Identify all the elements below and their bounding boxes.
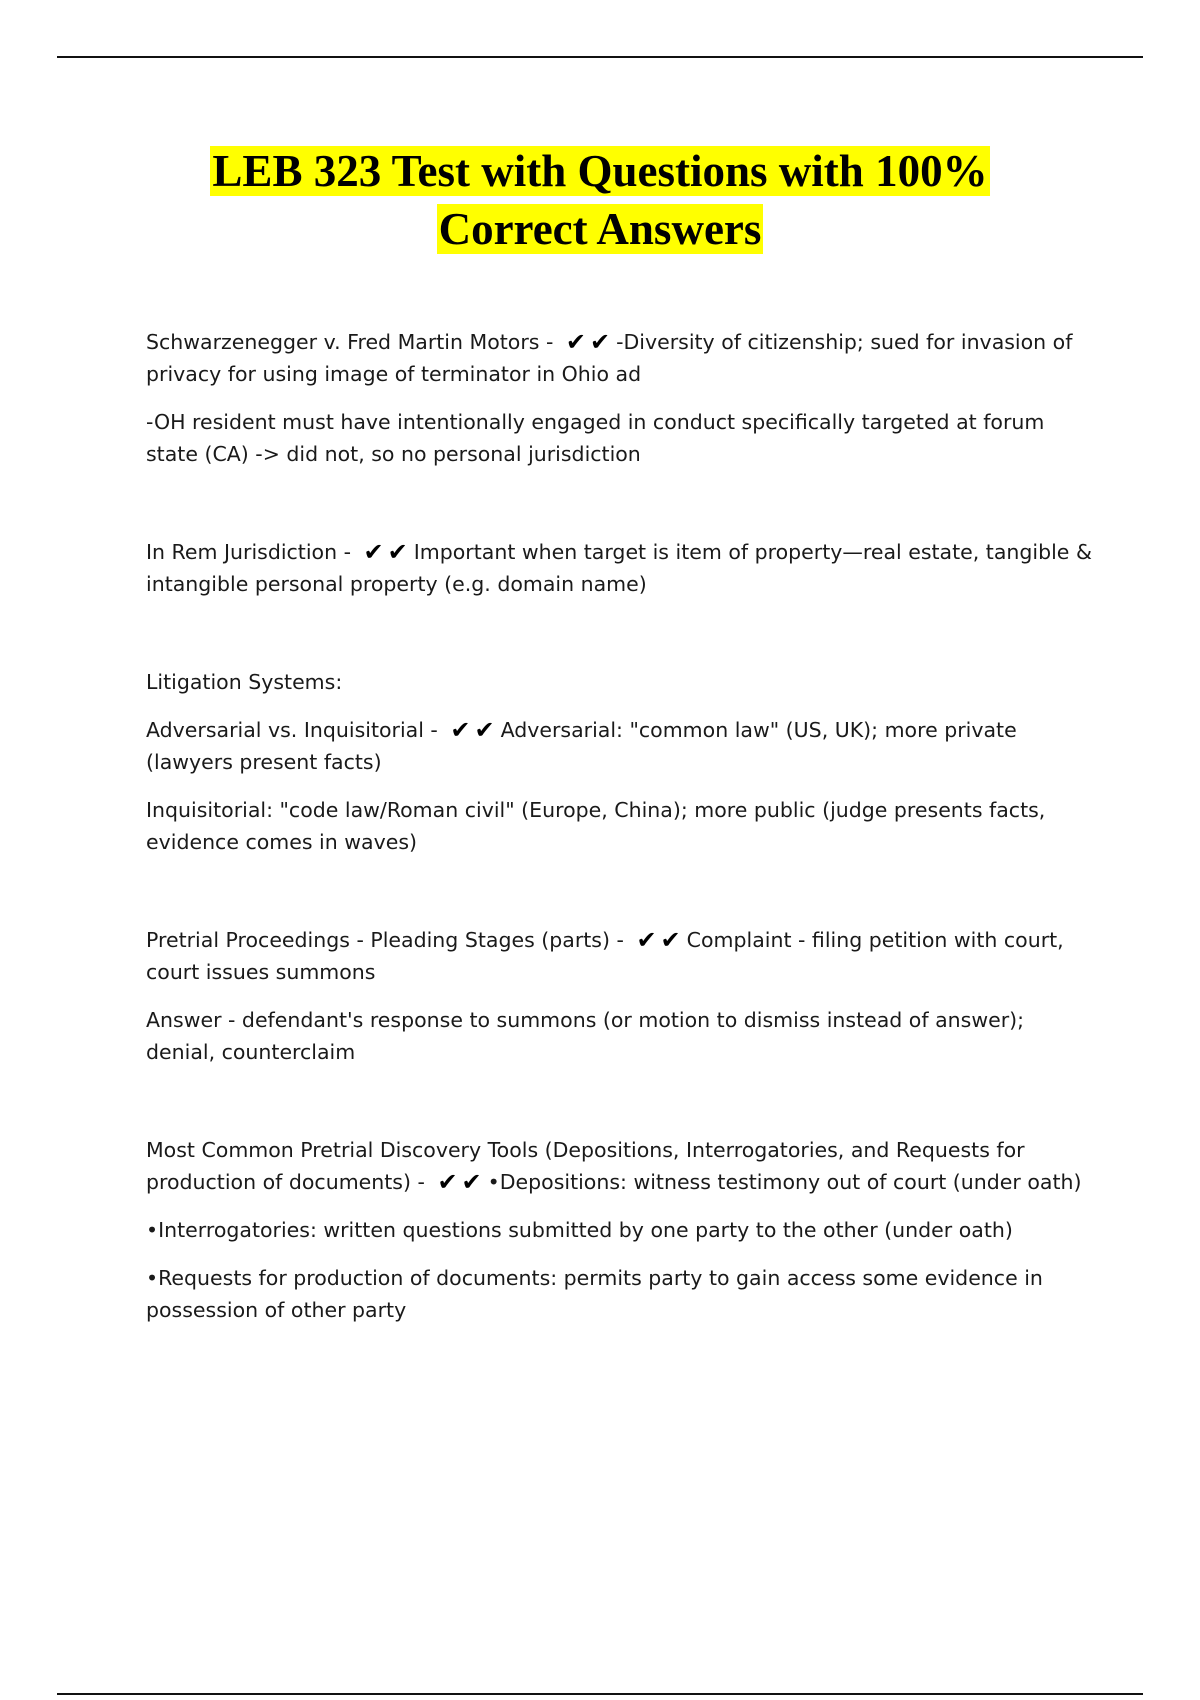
answer-text: •Depositions: witness testimony out of court (under oath)	[487, 1170, 1082, 1194]
top-rule	[57, 56, 1143, 58]
question-term: Pretrial Proceedings - Pleading Stages (parts) -	[146, 928, 624, 952]
spacer	[146, 486, 1096, 536]
question-term: In Rem Jurisdiction -	[146, 540, 351, 564]
question-term: Adversarial vs. Inquisitorial -	[146, 718, 438, 742]
title-line-1: LEB 323 Test with Questions with 100%	[212, 146, 988, 196]
question-term: Most Common Pretrial Discovery Tools (Depositions, Interrogatories, and Requests for production of documents) -	[146, 1138, 1025, 1194]
spacer	[146, 1084, 1096, 1134]
bottom-rule	[57, 1693, 1143, 1695]
answer-continuation: •Interrogatories: written questions submitted by one party to the other (under oath)	[146, 1218, 1013, 1242]
answer-text: -Diversity of citizenship; sued for invasion of privacy for using image of terminator in Ohio ad	[146, 330, 1073, 386]
qa-entry	[146, 536, 1096, 600]
answer-continuation: •Requests for production of documents: permits party to gain access some evidence in possession of other party	[146, 1266, 1043, 1322]
qa-entry	[146, 924, 1096, 1068]
spacer	[146, 874, 1096, 924]
qa-content	[146, 326, 1096, 1342]
double-check-icon: ✔✔	[437, 1168, 486, 1196]
qa-entry	[146, 1134, 1096, 1326]
answer-text: Important when target is item of property—real estate, tangible & intangible personal property (e.g. domain name)	[146, 540, 1092, 596]
question-line	[146, 326, 1096, 390]
question-line	[146, 924, 1096, 988]
answer-text: Complaint - filing petition with court, court issues summons	[146, 928, 1064, 984]
double-check-icon: ✔✔	[636, 926, 685, 954]
question-line	[146, 714, 1096, 778]
qa-entry	[146, 666, 1096, 858]
qa-entry	[146, 326, 1096, 470]
answer-text: Adversarial: "common law" (US, UK); more private (lawyers present facts)	[146, 718, 1017, 774]
question-term: Schwarzenegger v. Fred Martin Motors -	[146, 330, 554, 354]
answer-continuation: -OH resident must have intentionally engaged in conduct specifically targeted at forum state (CA) -> did not, so no personal jurisdiction	[146, 410, 1045, 466]
spacer	[146, 616, 1096, 666]
question-line	[146, 536, 1096, 600]
double-check-icon: ✔✔	[450, 716, 499, 744]
answer-continuation: Answer - defendant's response to summons (or motion to dismiss instead of answer); denial, counterclaim	[146, 1008, 1025, 1064]
question-line	[146, 1134, 1096, 1198]
double-check-icon: ✔✔	[565, 328, 615, 356]
document-title	[60, 142, 1140, 258]
answer-continuation: Inquisitorial: "code law/Roman civil" (Europe, China); more public (judge presents facts, evidence comes in waves)	[146, 798, 1046, 854]
double-check-icon: ✔✔	[363, 538, 412, 566]
title-line-2: Correct Answers	[438, 204, 762, 254]
section-heading: Litigation Systems:	[146, 670, 343, 694]
